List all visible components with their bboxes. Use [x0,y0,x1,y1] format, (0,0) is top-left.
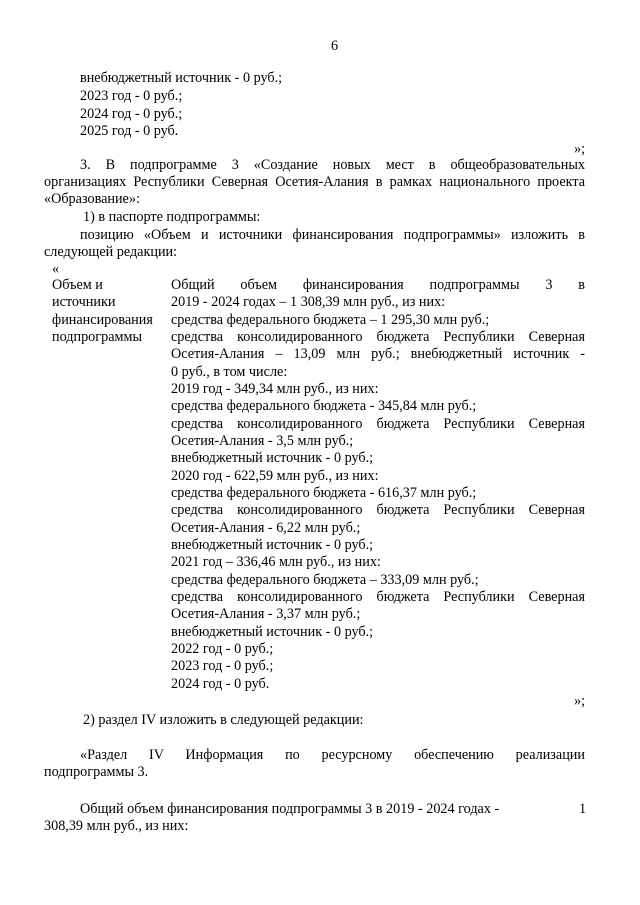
total-line: 308,39 млн руб., из них: [44,818,189,834]
subitem-line: 2) раздел IV изложить в следующей редакции: [83,712,364,728]
text-line: 2024 год - 0 руб.; [80,106,183,122]
page-number: 6 [331,38,339,54]
table-line: Осетия-Алания - 3,37 млн руб.; [171,606,361,622]
table-line: средства федерального бюджета - 345,84 млн руб.; [171,398,477,414]
text-line: 2023 год - 0 руб.; [80,88,183,104]
closing-quote: »; [574,141,586,157]
table-line: средства федерального бюджета – 1 295,30 млн руб.; [171,312,490,328]
table-line: внебюджетный источник - 0 руб.; [171,450,374,466]
table-line: внебюджетный источник - 0 руб.; [171,537,374,553]
paragraph-line: организациях Республики Северная Осетия-Алания в рамках национального проекта [44,174,585,190]
table-line: внебюджетный источник - 0 руб.; [171,624,374,640]
table-label: финансирования [52,312,153,328]
total-line: Общий объем финансирования подпрограммы 3 в 2019 - 2024 годах - [80,801,500,817]
table-line: 2019 год - 349,34 млн руб., из них: [171,381,379,397]
table-label: Объем и [52,277,103,293]
section-heading-line: «Раздел IV Информация по ресурсному обеспечению реализации [80,747,585,763]
subitem-line: 1) в паспорте подпрограммы: [83,209,261,225]
closing-quote: »; [574,693,586,709]
table-line: 2021 год – 336,46 млн руб., из них: [171,554,381,570]
table-line: 2023 год - 0 руб.; [171,658,274,674]
table-line: средства консолидированного бюджета Республики Северная [171,416,585,432]
text-line: 2025 год - 0 руб. [80,123,179,139]
table-line: Общий объем финансирования подпрограммы 3 в [171,277,585,293]
table-label: подпрограммы [52,329,142,345]
table-line: Осетия-Алания - 6,22 млн руб.; [171,520,361,536]
table-line: средства консолидированного бюджета Республики Северная [171,329,585,345]
table-line: 2019 - 2024 годах – 1 308,39 млн руб., из них: [171,294,446,310]
paragraph-line: позицию «Объем и источники финансирования подпрограммы» изложить в [80,227,585,243]
table-line: 0 руб., в том числе: [171,364,288,380]
table-line: 2024 год - 0 руб. [171,676,270,692]
opening-quote: « [52,261,60,277]
total-line-tail: 1 [579,801,587,817]
section-heading-line: подпрограммы 3. [44,764,149,780]
table-line: Осетия-Алания - 3,5 млн руб.; [171,433,354,449]
table-line: средства консолидированного бюджета Республики Северная [171,589,585,605]
table-line: 2022 год - 0 руб.; [171,641,274,657]
table-label: источники [52,294,116,310]
table-line: средства консолидированного бюджета Республики Северная [171,502,585,518]
paragraph-line: следующей редакции: [44,244,178,260]
text-line: внебюджетный источник - 0 руб.; [80,70,283,86]
table-line: средства федерального бюджета - 616,37 млн руб.; [171,485,477,501]
table-line: Осетия-Алания – 13,09 млн руб.; внебюджетный источник - [171,346,585,362]
paragraph-line: 3. В подпрограмме 3 «Создание новых мест в общеобразовательных [80,157,585,173]
table-line: средства федерального бюджета – 333,09 млн руб.; [171,572,479,588]
table-line: 2020 год - 622,59 млн руб., из них: [171,468,379,484]
paragraph-line: «Образование»: [44,191,140,207]
